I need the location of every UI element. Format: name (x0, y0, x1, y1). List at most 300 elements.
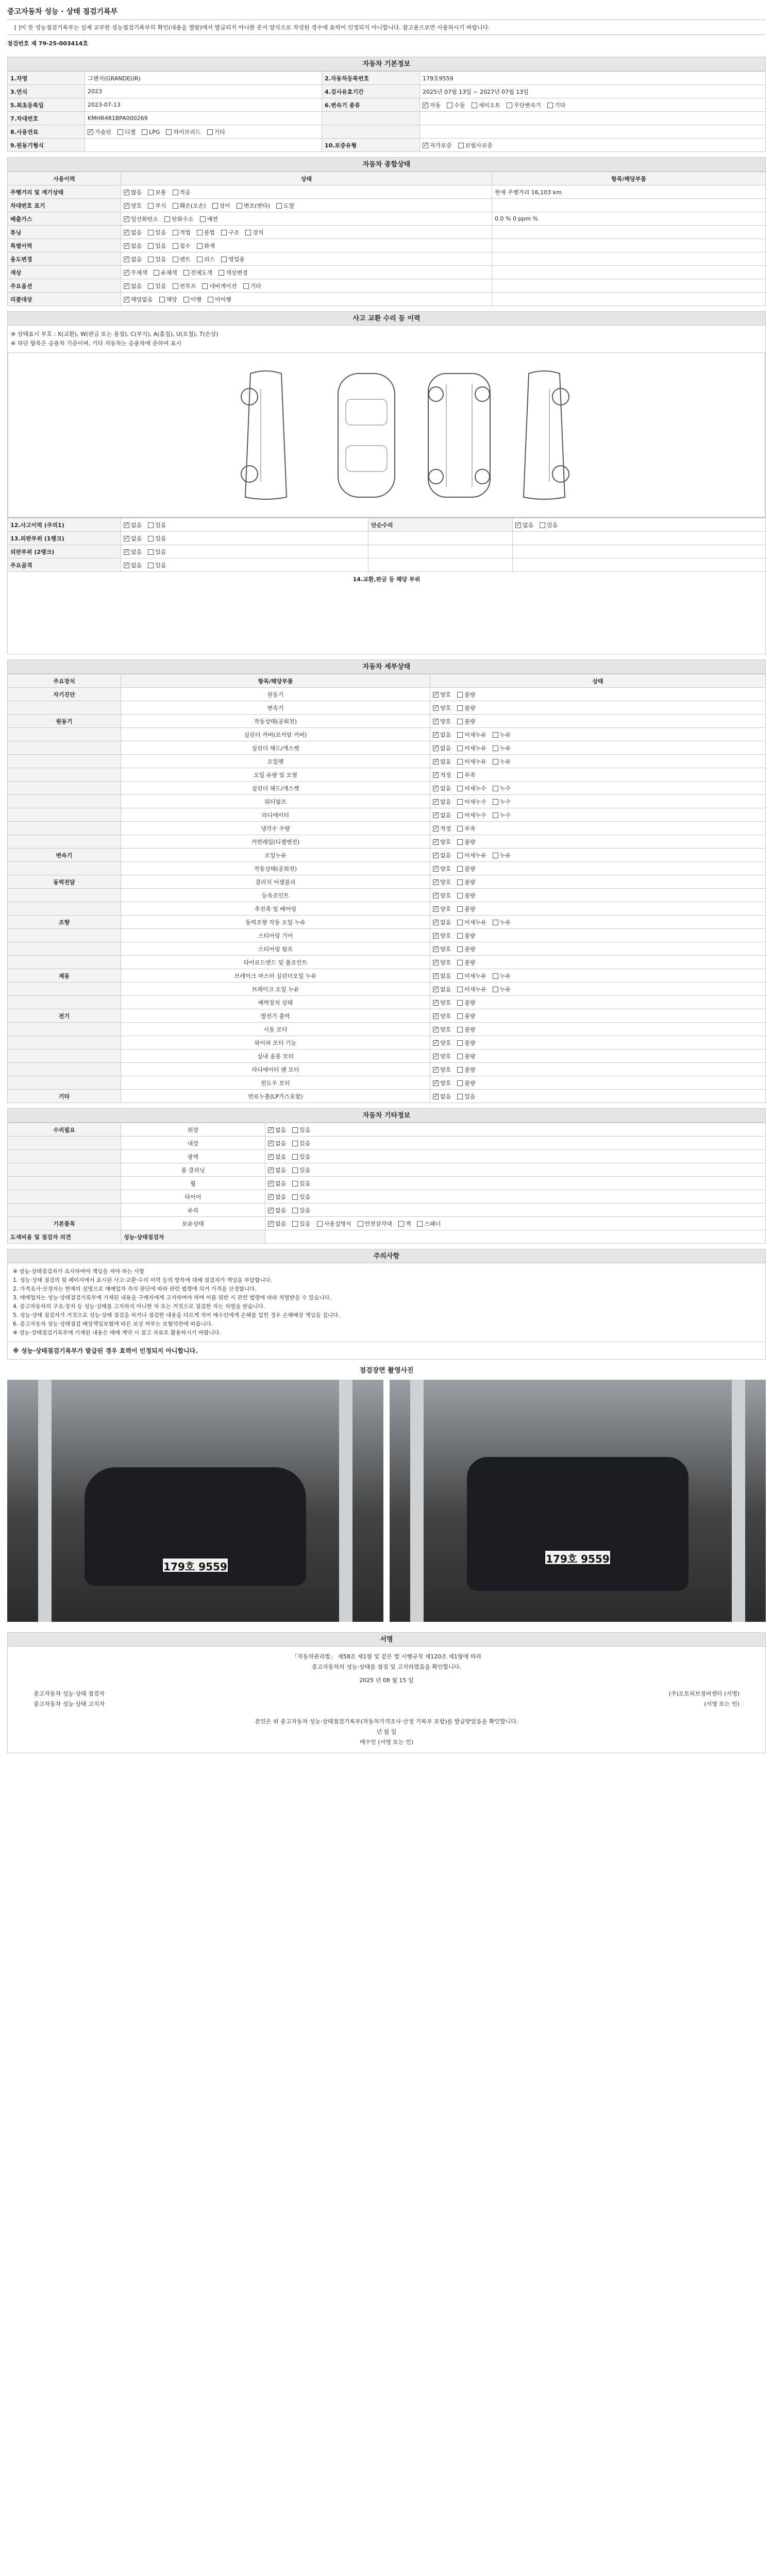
option-checkbox[interactable] (457, 865, 475, 873)
checkbox-icon (457, 772, 463, 778)
detail-state (430, 862, 766, 875)
checkbox-icon (124, 283, 129, 289)
checkbox-icon (493, 853, 498, 858)
option-checkbox[interactable] (148, 521, 166, 529)
option-label: 없음 (440, 1093, 451, 1100)
other-group (8, 1190, 121, 1204)
option-checkbox[interactable] (88, 128, 111, 136)
option-checkbox[interactable] (457, 838, 475, 846)
option-checkbox[interactable] (219, 268, 248, 277)
option-checkbox[interactable] (124, 228, 142, 236)
checkbox-icon (245, 230, 251, 235)
option-checkbox[interactable] (433, 798, 451, 806)
option-checkbox[interactable] (117, 128, 136, 136)
option-checkbox[interactable] (433, 717, 451, 725)
option-checkbox[interactable] (124, 282, 142, 290)
option-label: 있음 (299, 1207, 311, 1214)
option-checkbox[interactable] (457, 1025, 475, 1033)
option-checkbox[interactable] (148, 548, 166, 556)
detail-row (8, 701, 766, 715)
basic-label: 8.사용연료 (8, 125, 85, 139)
option-checkbox[interactable] (292, 1166, 310, 1174)
detail-group (8, 768, 121, 782)
option-checkbox[interactable] (148, 282, 166, 290)
state-row (8, 293, 766, 306)
option-label: 양호 (440, 932, 451, 939)
checkbox-icon (433, 1080, 439, 1086)
option-checkbox[interactable] (433, 704, 451, 712)
option-checkbox[interactable] (124, 255, 142, 263)
parts-title: 14.교환,판금 등 해당 부위 (352, 576, 421, 583)
basic-value: 그랜저(GRANDEUR) (88, 75, 141, 82)
option-checkbox[interactable] (493, 798, 511, 806)
option-checkbox[interactable] (433, 1079, 451, 1087)
checkbox-icon (515, 522, 521, 528)
option-checkbox[interactable] (433, 945, 451, 953)
checkbox-icon (457, 839, 463, 845)
option-label: 양호 (440, 1012, 451, 1020)
checkbox-icon (433, 826, 439, 832)
option-checkbox[interactable] (457, 1065, 475, 1074)
checkbox-icon (457, 705, 463, 711)
option-checkbox[interactable] (183, 295, 201, 303)
option-checkbox[interactable] (472, 101, 501, 109)
option-checkbox[interactable] (493, 985, 511, 993)
option-checkbox[interactable] (292, 1179, 310, 1188)
option-checkbox[interactable] (457, 958, 475, 967)
checkbox-icon (457, 1027, 463, 1032)
option-checkbox[interactable] (124, 561, 142, 569)
option-checkbox[interactable] (433, 972, 451, 980)
option-checkbox[interactable] (433, 690, 451, 699)
option-checkbox[interactable] (457, 905, 475, 913)
option-checkbox[interactable] (457, 784, 486, 792)
option-checkbox[interactable] (268, 1126, 286, 1134)
option-label: 불량 (464, 878, 476, 886)
option-checkbox[interactable] (433, 757, 451, 766)
detail-item: 추진축 및 베어링 (121, 902, 430, 916)
option-checkbox[interactable] (164, 215, 194, 223)
checkbox-icon (457, 1067, 463, 1073)
option-checkbox[interactable] (268, 1219, 286, 1228)
state-row (8, 226, 766, 239)
other-state (265, 1190, 766, 1204)
checkbox-icon (173, 257, 178, 262)
option-label: 유채색 (160, 269, 177, 276)
option-checkbox[interactable] (457, 690, 475, 699)
checkbox-icon (433, 853, 439, 858)
checkbox-icon (457, 973, 463, 979)
checkbox-icon (457, 1054, 463, 1059)
option-checkbox[interactable] (433, 958, 451, 967)
option-checkbox[interactable] (268, 1206, 286, 1214)
detail-group (8, 835, 121, 849)
option-checkbox[interactable] (457, 931, 475, 940)
damage-row (8, 518, 766, 532)
checkbox-icon (433, 799, 439, 805)
option-label: 사용설명서 (324, 1220, 351, 1227)
option-checkbox[interactable] (457, 945, 475, 953)
other-state (265, 1150, 766, 1163)
option-checkbox[interactable] (433, 905, 451, 913)
option-label: 있음 (155, 548, 166, 555)
checkbox-icon (417, 1221, 423, 1227)
option-checkbox[interactable] (547, 101, 565, 109)
option-checkbox[interactable] (243, 282, 261, 290)
option-checkbox[interactable] (292, 1126, 310, 1134)
checkbox-icon (457, 1000, 463, 1006)
checkbox-icon (148, 549, 154, 555)
option-checkbox[interactable] (268, 1139, 286, 1147)
checkbox-icon (458, 143, 464, 148)
option-checkbox[interactable] (142, 129, 160, 135)
detail-row (8, 956, 766, 969)
option-checkbox[interactable] (292, 1219, 310, 1228)
option-checkbox[interactable] (457, 717, 475, 725)
option-checkbox[interactable] (493, 811, 511, 819)
option-checkbox[interactable] (124, 295, 153, 303)
option-checkbox[interactable] (221, 228, 239, 236)
option-checkbox[interactable] (493, 757, 511, 766)
option-checkbox[interactable] (515, 521, 533, 529)
option-checkbox[interactable] (124, 188, 142, 196)
option-checkbox[interactable] (457, 824, 475, 833)
checkbox-icon (433, 893, 439, 899)
option-label: 있음 (155, 229, 166, 236)
option-checkbox[interactable] (457, 1039, 475, 1047)
option-checkbox[interactable] (433, 824, 451, 833)
detail-item: 스티어링 기어 (121, 929, 430, 942)
checkbox-icon (148, 203, 154, 209)
option-checkbox[interactable] (433, 891, 451, 900)
option-checkbox[interactable] (358, 1219, 392, 1228)
option-label: 누유 (499, 852, 511, 859)
option-checkbox[interactable] (124, 201, 142, 210)
option-checkbox[interactable] (148, 188, 166, 196)
option-checkbox[interactable] (124, 215, 158, 223)
option-checkbox[interactable] (433, 838, 451, 846)
option-label: 있음 (155, 282, 166, 290)
option-checkbox[interactable] (317, 1219, 351, 1228)
state-note (492, 239, 766, 252)
state-options (121, 185, 492, 199)
detail-row (8, 688, 766, 701)
option-checkbox[interactable] (433, 1039, 451, 1047)
checkbox-icon (124, 257, 129, 262)
option-checkbox[interactable] (457, 1012, 475, 1020)
option-label: 없음 (275, 1140, 287, 1147)
detail-item: 시동 모터 (121, 1023, 430, 1036)
checkbox-icon (457, 906, 463, 912)
option-checkbox[interactable] (433, 985, 451, 993)
option-label: 없음 (440, 744, 451, 752)
option-checkbox[interactable] (124, 268, 147, 277)
option-checkbox[interactable] (221, 255, 245, 263)
option-checkbox[interactable] (292, 1139, 310, 1147)
option-checkbox[interactable] (457, 851, 486, 859)
option-label: 있음 (299, 1220, 311, 1227)
checkbox-icon (148, 283, 154, 289)
option-label: 있음 (299, 1153, 311, 1160)
option-checkbox[interactable] (148, 561, 166, 569)
option-checkbox[interactable] (447, 101, 465, 109)
option-checkbox[interactable] (268, 1153, 286, 1161)
option-checkbox[interactable] (124, 548, 142, 556)
checkbox-icon (493, 732, 498, 738)
detail-item: 브레이크 마스터 실린더오일 누유 (121, 969, 430, 982)
option-checkbox[interactable] (208, 295, 231, 303)
detail-state (430, 1090, 766, 1103)
other-row (8, 1217, 766, 1230)
option-label: 미이행 (215, 296, 231, 303)
option-checkbox[interactable] (457, 891, 475, 900)
state-note (492, 199, 766, 212)
option-checkbox[interactable] (183, 268, 213, 277)
option-checkbox[interactable] (417, 1219, 441, 1228)
option-label: 적정 (440, 771, 451, 778)
option-checkbox[interactable] (433, 918, 451, 926)
option-checkbox[interactable] (173, 255, 191, 263)
option-checkbox[interactable] (493, 744, 511, 752)
option-checkbox[interactable] (433, 784, 451, 792)
checkbox-icon (173, 190, 178, 195)
detail-group: 원동기 (8, 715, 121, 728)
header-device: 주요장치 (8, 674, 121, 688)
option-checkbox[interactable] (457, 798, 486, 806)
option-checkbox[interactable] (457, 985, 486, 993)
checkbox-icon (472, 103, 477, 108)
damage-empty (513, 532, 766, 545)
detail-item: 발전기 출력 (121, 1009, 430, 1023)
checkbox-icon (493, 786, 498, 791)
caution-line: 3. 매매업자는 성능·상태점검기록부에 기재된 내용을 구매자에게 고지하여야 하며 이를 위반 시 관련 법령에 따라 처벌받을 수 있습니다. (13, 1295, 331, 1301)
detail-group: 변속기 (8, 849, 121, 862)
option-checkbox[interactable] (457, 918, 486, 926)
basic-value2-cell (420, 72, 766, 85)
option-checkbox[interactable] (148, 534, 166, 543)
detail-state (430, 768, 766, 782)
option-checkbox[interactable] (200, 215, 218, 223)
price-opinion-label: 도색비용 및 점검자 의견 (8, 1230, 121, 1244)
option-checkbox[interactable] (173, 201, 206, 210)
option-label: 불량 (464, 932, 476, 939)
option-checkbox[interactable] (292, 1153, 310, 1161)
basic-info-row (8, 125, 766, 139)
checkbox-icon (212, 203, 218, 209)
option-checkbox[interactable] (457, 731, 486, 739)
other-state (265, 1177, 766, 1190)
option-checkbox[interactable] (212, 201, 230, 210)
option-checkbox[interactable] (457, 1092, 475, 1100)
option-checkbox[interactable] (457, 878, 475, 886)
option-checkbox[interactable] (493, 851, 511, 859)
option-checkbox[interactable] (173, 242, 191, 250)
option-checkbox[interactable] (433, 865, 451, 873)
option-checkbox[interactable] (433, 931, 451, 940)
basic-info-row (8, 85, 766, 98)
option-checkbox[interactable] (433, 744, 451, 752)
option-label: 리스 (204, 256, 215, 263)
section-accident-history: 사고 교환 수리 등 이력 (7, 311, 766, 326)
option-checkbox[interactable] (433, 1065, 451, 1074)
detail-row (8, 902, 766, 916)
basic-label2 (322, 125, 420, 139)
option-label: 있음 (547, 521, 558, 529)
damage-empty (513, 558, 766, 572)
checkbox-icon (423, 143, 428, 148)
checkbox-icon (124, 216, 129, 222)
option-checkbox[interactable] (457, 972, 486, 980)
option-checkbox[interactable] (423, 101, 441, 109)
option-checkbox[interactable] (197, 255, 215, 263)
option-checkbox[interactable] (148, 255, 166, 263)
caution-line: 2. 가격조사·산정자는 현재의 설명으로 매매업자 측의 판단에 따라 관련 법령에 의거 가격을 산정합니다. (13, 1286, 257, 1292)
other-item: 유리 (121, 1204, 265, 1217)
option-checkbox[interactable] (493, 731, 511, 739)
detail-row (8, 795, 766, 808)
detail-row (8, 849, 766, 862)
option-checkbox[interactable] (423, 141, 452, 149)
other-group (8, 1163, 121, 1177)
checkbox-icon (433, 759, 439, 765)
option-checkbox[interactable] (433, 1092, 451, 1100)
option-checkbox[interactable] (457, 998, 475, 1007)
inspector-value (265, 1230, 766, 1244)
option-checkbox[interactable] (433, 811, 451, 819)
option-label: 스패너 (424, 1220, 441, 1227)
checkbox-icon (202, 283, 208, 289)
detail-item: 작동상태(공회전) (121, 715, 430, 728)
other-row (8, 1137, 766, 1150)
option-checkbox[interactable] (124, 534, 142, 543)
basic-label: 3.연식 (8, 85, 85, 98)
option-checkbox[interactable] (433, 1052, 451, 1060)
checkbox-icon (268, 1167, 274, 1173)
option-checkbox[interactable] (457, 744, 486, 752)
option-checkbox[interactable] (458, 141, 493, 149)
option-checkbox[interactable] (433, 851, 451, 859)
checkbox-icon (358, 1221, 363, 1227)
checkbox-icon (173, 243, 178, 249)
option-checkbox[interactable] (292, 1193, 310, 1201)
detail-row (8, 1063, 766, 1076)
checkbox-icon (292, 1194, 298, 1200)
option-checkbox[interactable] (493, 784, 511, 792)
option-label: 없음 (131, 548, 142, 555)
option-checkbox[interactable] (507, 101, 541, 109)
checkbox-icon (268, 1154, 274, 1160)
state-options (121, 239, 492, 252)
option-checkbox[interactable] (237, 201, 270, 210)
detail-state (430, 728, 766, 741)
checkbox-icon (183, 270, 189, 276)
option-checkbox[interactable] (433, 878, 451, 886)
option-label: 없음 (131, 521, 142, 529)
checkbox-icon (433, 772, 439, 778)
lift-post-icon (339, 1380, 352, 1622)
option-checkbox[interactable] (268, 1166, 286, 1174)
option-checkbox[interactable] (493, 918, 511, 926)
option-checkbox[interactable] (124, 521, 142, 529)
option-checkbox[interactable] (493, 972, 511, 980)
option-checkbox[interactable] (148, 228, 166, 236)
detail-state (430, 688, 766, 701)
option-checkbox[interactable] (202, 282, 237, 290)
option-checkbox[interactable] (148, 201, 166, 210)
other-item: 룸 클리닝 (121, 1163, 265, 1177)
option-checkbox[interactable] (207, 128, 225, 136)
option-checkbox[interactable] (268, 1193, 286, 1201)
option-checkbox[interactable] (433, 1012, 451, 1020)
state-note (492, 226, 766, 239)
option-label: 네비게이션 (209, 282, 237, 290)
checkbox-icon (292, 1154, 298, 1160)
section-caution: 주의사항 (7, 1249, 766, 1263)
option-checkbox[interactable] (173, 188, 191, 196)
basic-info-row (8, 139, 766, 152)
option-checkbox[interactable] (292, 1206, 310, 1214)
checkbox-icon (493, 987, 498, 992)
option-checkbox[interactable] (124, 242, 142, 250)
option-checkbox[interactable] (159, 295, 177, 303)
option-checkbox[interactable] (433, 998, 451, 1007)
option-label: 있음 (299, 1180, 311, 1187)
option-label: 상이 (219, 202, 230, 209)
option-checkbox[interactable] (457, 757, 486, 766)
checkbox-icon (268, 1181, 274, 1187)
option-checkbox[interactable] (276, 201, 294, 210)
option-checkbox[interactable] (540, 521, 558, 529)
option-checkbox[interactable] (166, 128, 200, 136)
option-checkbox[interactable] (457, 771, 475, 779)
detail-row (8, 916, 766, 929)
certificate-number: 점검번호 제 79-25-003414호 (7, 40, 89, 47)
option-checkbox[interactable] (268, 1179, 286, 1188)
option-checkbox[interactable] (173, 228, 191, 236)
option-checkbox[interactable] (433, 1025, 451, 1033)
option-checkbox[interactable] (197, 242, 215, 250)
option-label: 없음 (131, 229, 142, 236)
other-group (8, 1150, 121, 1163)
checkbox-icon (540, 522, 545, 528)
basic-value-cell (85, 85, 322, 98)
inspection-photo-front (7, 1380, 383, 1622)
option-checkbox[interactable] (457, 811, 486, 819)
detail-state (430, 1076, 766, 1090)
option-checkbox[interactable] (433, 731, 451, 739)
option-checkbox[interactable] (173, 282, 196, 290)
option-label: 미세누유 (464, 919, 486, 926)
option-checkbox[interactable] (197, 228, 215, 236)
checkbox-icon (124, 270, 129, 276)
report-body (7, 57, 766, 1753)
option-checkbox[interactable] (245, 228, 263, 236)
basic-value-cell (85, 98, 322, 112)
option-checkbox[interactable] (148, 242, 166, 250)
damage-value (121, 532, 368, 545)
option-checkbox[interactable] (457, 1079, 475, 1087)
checkbox-icon (457, 1013, 463, 1019)
option-checkbox[interactable] (433, 771, 451, 779)
option-checkbox[interactable] (154, 268, 177, 277)
option-checkbox[interactable] (457, 1052, 475, 1060)
state-label: 특별이력 (8, 239, 121, 252)
checkbox-icon (433, 879, 439, 885)
signature-block (7, 1647, 766, 1753)
option-checkbox[interactable] (398, 1219, 411, 1228)
section-other-info: 자동차 기타정보 (7, 1108, 766, 1123)
option-checkbox[interactable] (457, 704, 475, 712)
